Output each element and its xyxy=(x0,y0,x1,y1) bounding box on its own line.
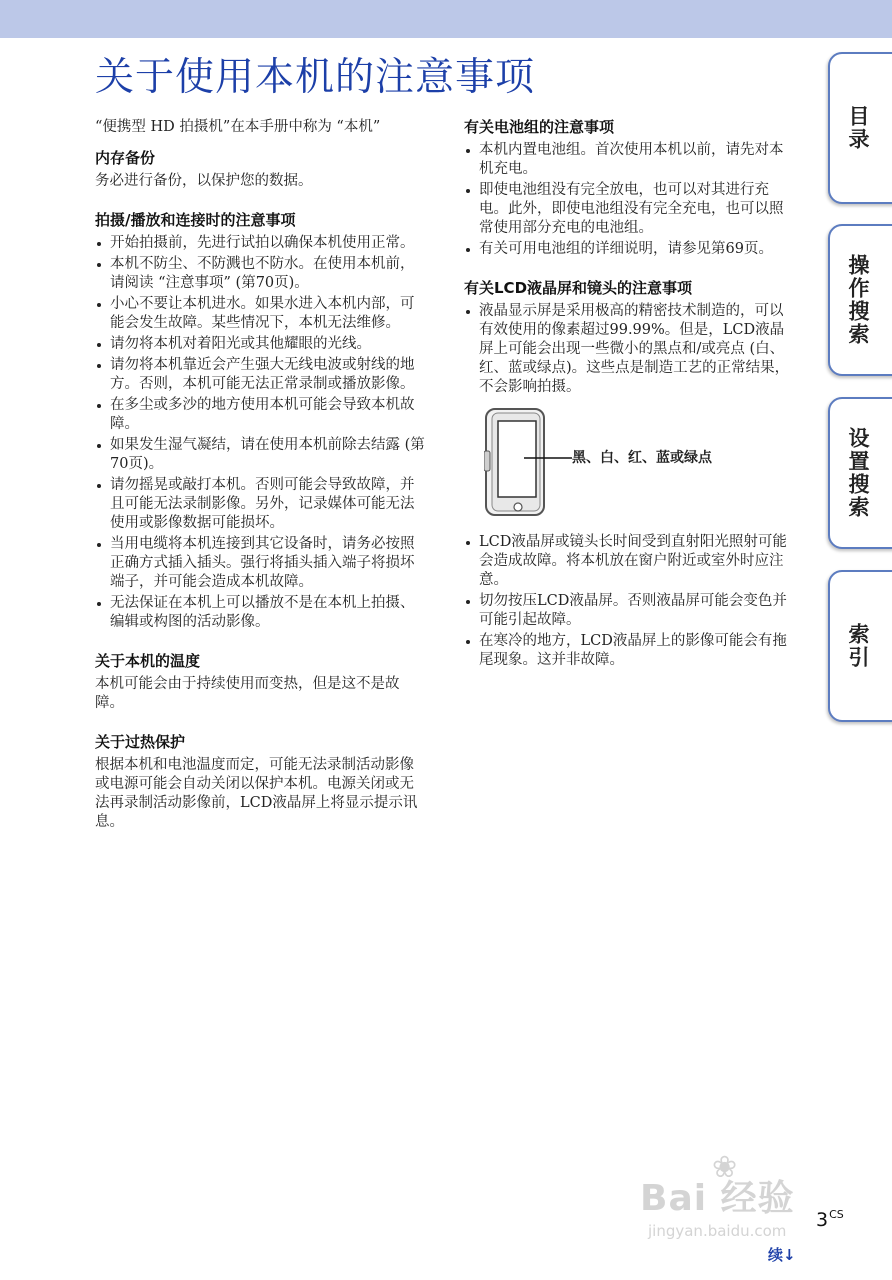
tab-label: 索引 xyxy=(846,623,870,669)
list-item: 小心不要让本机进水。如果水进入本机内部，可能会发生故障。某些情况下，本机无法维修。 xyxy=(95,295,427,333)
camera-lcd-illustration xyxy=(484,407,576,519)
continue-label: 续 xyxy=(768,1246,784,1264)
arrow-down-icon: ↓ xyxy=(783,1246,796,1264)
list-item: 请勿将本机靠近会产生强大无线电波或射线的地方。否则，本机可能无法正常录制或播放影像。 xyxy=(95,356,427,394)
section-heading-battery: 有关电池组的注意事项 xyxy=(464,118,615,136)
tab-operation-search[interactable] xyxy=(828,224,892,376)
lcd-list-bottom xyxy=(464,533,796,670)
tab-index[interactable] xyxy=(828,570,892,722)
page-suffix: CS xyxy=(829,1208,844,1221)
tab-contents[interactable] xyxy=(828,52,892,204)
section-heading-shooting: 拍摄/播放和连接时的注意事项 xyxy=(95,211,296,229)
list-item: 有关可用电池组的详细说明，请参见第69页。 xyxy=(464,240,796,259)
list-item: 请勿将本机对着阳光或其他耀眼的光线。 xyxy=(95,335,427,354)
list-item: 如果发生湿气凝结，请在使用本机前除去结露 (第70页)。 xyxy=(95,436,427,474)
list-item: 无法保证在本机上可以播放不是在本机上拍摄、编辑或构图的活动影像。 xyxy=(95,594,427,632)
section-heading-overheat: 关于过热保护 xyxy=(95,733,186,751)
section-text-overheat: 根据本机和电池温度而定，可能无法录制活动影像或电源可能会自动关闭以保护本机。电源关闭或无法再录制活动影像前，LCD液晶屏上将显示提示讯息。 xyxy=(95,757,418,830)
paw-icon: ❀ xyxy=(712,1150,738,1185)
list-item: 请勿摇晃或敲打本机。否则可能会导致故障，并且可能无法录制影像。另外，记录媒体可能无法使用或影像数据可能损坏。 xyxy=(95,476,427,533)
tab-label: 设置搜索 xyxy=(846,427,870,519)
section-heading-memory: 内存备份 xyxy=(95,149,156,167)
shooting-list xyxy=(95,234,427,632)
tab-settings-search[interactable] xyxy=(828,397,892,549)
continue-link[interactable] xyxy=(768,1244,796,1265)
section-heading-temperature: 关于本机的温度 xyxy=(95,652,201,670)
list-item: 开始拍摄前，先进行试拍以确保本机使用正常。 xyxy=(95,234,427,253)
lcd-figure xyxy=(464,403,796,521)
section-heading-lcd: 有关LCD液晶屏和镜头的注意事项 xyxy=(464,279,693,297)
intro-text: “便携型 HD 拍摄机”在本手册中称为 “本机” xyxy=(95,119,381,135)
lcd-list-top xyxy=(464,302,796,397)
list-item: 本机内置电池组。首次使用本机以前，请先对本机充电。 xyxy=(464,141,796,179)
list-item: LCD液晶屏或镜头长时间受到直射阳光照射可能会造成故障。将本机放在窗户附近或室外时应注意。 xyxy=(464,533,796,590)
baidu-watermark xyxy=(640,1150,850,1260)
list-item: 液晶显示屏是采用极高的精密技术制造的，可以有效使用的像素超过99.99%。但是，LCD液晶屏上可能会出现一些微小的黑点和/或亮点 (白、红、蓝或绿点)。这些点是制造工艺的正常结果，不会影响拍摄。 xyxy=(464,302,796,397)
section-text-memory: 务必进行备份，以保护您的数据。 xyxy=(95,173,313,189)
list-item: 即使电池组没有完全放电，也可以对其进行充电。此外，即使电池组没有完全充电，也可以照常使用部分充电的电池组。 xyxy=(464,181,796,238)
list-item: 切勿按压LCD液晶屏。否则液晶屏可能会变色并可能引起故障。 xyxy=(464,592,796,630)
page-number: $3^{CS}$ xyxy=(816,1208,844,1231)
left-column xyxy=(95,118,427,852)
list-item: 本机不防尘、不防溅也不防水。在使用本机前，请阅读 “注意事项” (第70页)。 xyxy=(95,255,427,293)
battery-list xyxy=(464,141,796,259)
tab-label: 操作搜索 xyxy=(846,254,870,346)
right-column xyxy=(464,118,796,690)
list-item: 在寒冷的地方，LCD液晶屏上的影像可能会有拖尾现象。这并非故障。 xyxy=(464,632,796,670)
page-title: 关于使用本机的注意事项 xyxy=(95,55,536,100)
figure-callout: 黑、白、红、蓝或绿点 xyxy=(572,450,712,466)
list-item: 当用电缆将本机连接到其它设备时，请务必按照正确方式插入插头。强行将插头插入端子将损坏端子，并可能会造成本机故障。 xyxy=(95,535,427,592)
list-item: 在多尘或多沙的地方使用本机可能会导致本机故障。 xyxy=(95,396,427,434)
tab-label: 目录 xyxy=(846,105,870,151)
header-bar xyxy=(0,0,892,38)
watermark-brand: Bai 经验 xyxy=(640,1178,795,1219)
watermark-url: jingyan.baidu.com xyxy=(648,1222,787,1240)
section-text-temperature: 本机可能会由于持续使用而变热，但是这不是故障。 xyxy=(95,676,400,711)
